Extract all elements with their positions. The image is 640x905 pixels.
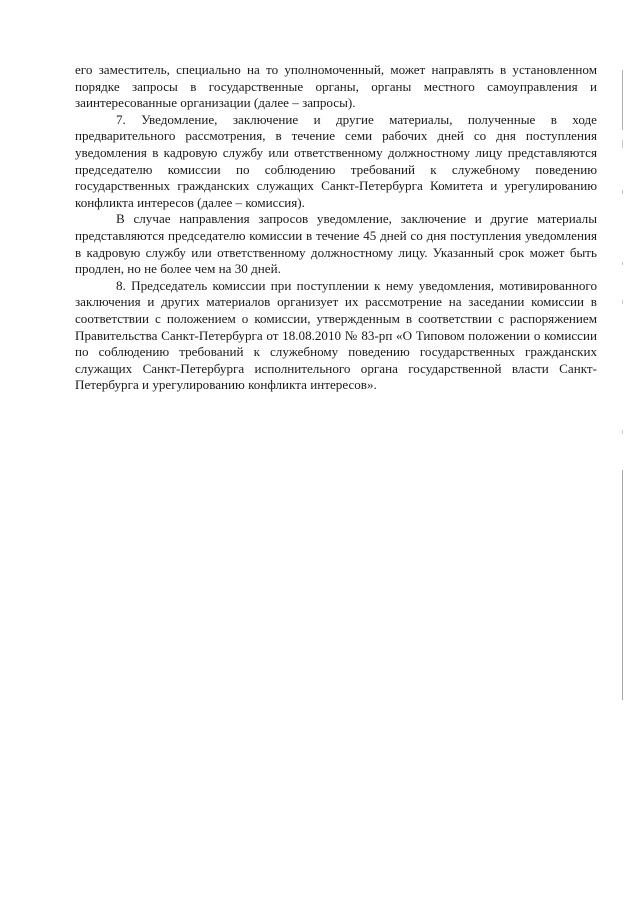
paragraph-continuation: его заместитель, специально на то уполномоченный, может направлять в установленном порядке запросы в государственные органы, органы местного самоуправления и заинтересованные организации (далее – запросы).	[75, 62, 597, 111]
scan-edge-mark	[622, 470, 623, 700]
document-body	[75, 62, 597, 394]
paragraph-7: 7. Уведомление, заключение и другие материалы, полученные в ходе предварительного рассмотрения, в течение семи рабочих дней со дня поступления уведомления в кадровую службу или ответственному должностному лицу представляются председателю комиссии по соблюдению требований к служебному поведению государственных гражданских служащих Санкт-Петербурга Комитета и урегулированию конфликта интересов (далее – комиссия).	[75, 111, 597, 210]
paragraph-7-requests: В случае направления запросов уведомление, заключение и другие материалы представляются председателю комиссии в течение 45 дней со дня поступления уведомления в кадровую службу или ответственному должностному лицу. Указанный срок может быть продлен, но не более чем на 30 дней.	[75, 211, 597, 277]
scan-edge-mark	[622, 70, 623, 130]
scan-edge-mark	[622, 190, 623, 194]
scan-edge-mark	[622, 140, 623, 148]
paragraph-8: 8. Председатель комиссии при поступлении к нему уведомления, мотивированного заключения и других материалов организует их рассмотрение на заседании комиссии в соответствии с положением о комиссии, утвержденным в соответствии с распоряжением Правительства Санкт-Петербурга от 18.08.2010 № 83-рп «О Типовом положении о комиссии по соблюдению требований к служебному поведению государственных гражданских служащих Санкт-Петербурга исполнительного органа государственной власти Санкт-Петербурга и урегулированию конфликта интересов».	[75, 277, 597, 393]
scan-edge-mark	[622, 300, 623, 304]
scan-edge-mark	[622, 262, 623, 265]
scan-edge-mark	[622, 430, 623, 434]
